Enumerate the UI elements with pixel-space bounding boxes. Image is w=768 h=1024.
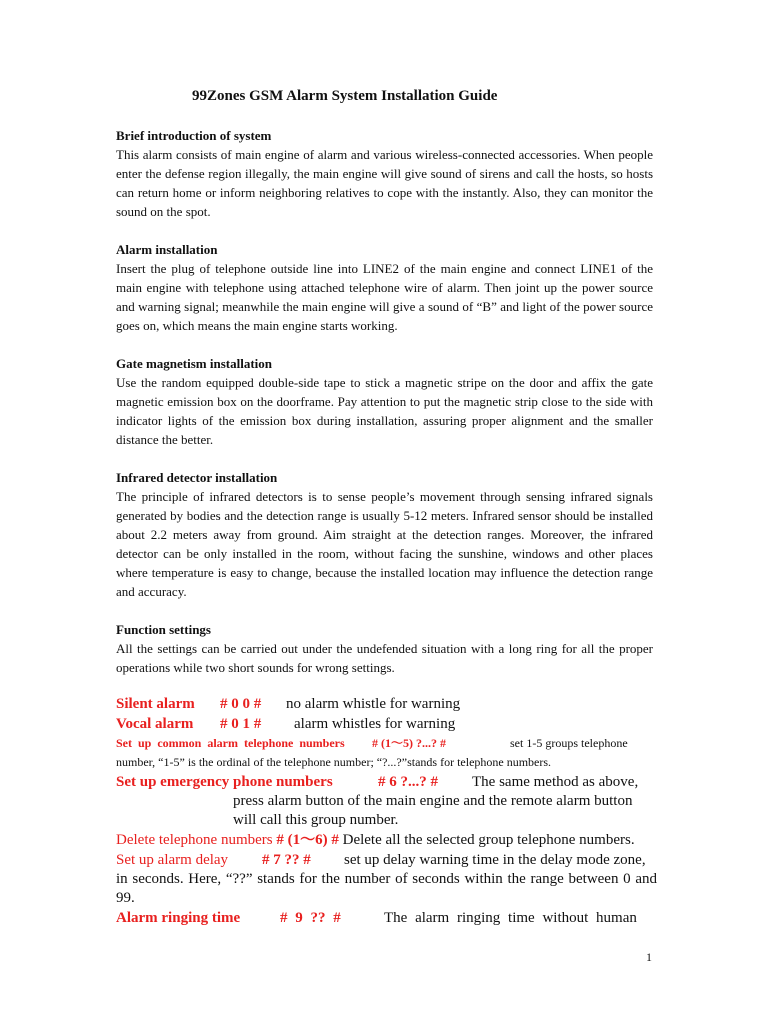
setting-description: set up delay warning time in the delay mode zone, bbox=[344, 852, 646, 868]
section-body: Insert the plug of telephone outside line into LINE2 of the main engine and connect LINE1 of the main engine with telephone using attached telephone wire of alarm. Then joint up the power source and warning signal; meanwhile the main engine will give a sound of “B” and light of the power source goes on, which means the main engine starts working. bbox=[116, 261, 653, 333]
document-title: 99Zones GSM Alarm System Installation Guide bbox=[192, 88, 498, 104]
setting-label: Delete telephone numbers bbox=[116, 832, 273, 848]
section-gate-magnetism bbox=[116, 354, 653, 449]
section-body: All the settings can be carried out under the undefended situation with a long ring for all the proper operations while two short sounds for wrong settings. bbox=[116, 641, 653, 675]
section-heading: Infrared detector installation bbox=[116, 470, 278, 485]
settings-list bbox=[116, 694, 657, 928]
setting-code: # 7 ?? # bbox=[262, 852, 311, 868]
setting-label: Silent alarm bbox=[116, 696, 195, 712]
section-heading: Gate magnetism installation bbox=[116, 356, 272, 371]
setting-code: # 0 0 # bbox=[220, 696, 262, 712]
setting-label: Set up common alarm telephone numbers bbox=[116, 736, 345, 750]
section-heading: Alarm installation bbox=[116, 242, 218, 257]
setting-description-continued: number, “1-5” is the ordinal of the telephone number; “?...?”stands for telephone numbers. bbox=[116, 755, 552, 769]
setting-label: Set up emergency phone numbers bbox=[116, 774, 333, 790]
section-alarm-installation bbox=[116, 240, 653, 335]
setting-ringing-time bbox=[116, 908, 657, 928]
setting-delete-numbers bbox=[116, 830, 657, 850]
setting-vocal-alarm bbox=[116, 714, 657, 734]
setting-silent-alarm bbox=[116, 694, 657, 714]
setting-description: The alarm ringing time without human bbox=[384, 910, 637, 926]
section-brief-introduction bbox=[116, 126, 653, 221]
setting-emergency-numbers bbox=[116, 772, 657, 830]
setting-description: alarm whistles for warning bbox=[294, 716, 456, 732]
setting-label: Set up alarm delay bbox=[116, 852, 229, 868]
setting-code: # (1～6) # bbox=[276, 832, 339, 848]
setting-description-line-2: press alarm button of the main engine and the remote alarm button bbox=[233, 793, 633, 809]
section-function-settings bbox=[116, 620, 653, 677]
section-heading: Brief introduction of system bbox=[116, 128, 272, 143]
setting-description: set 1-5 groups telephone bbox=[510, 736, 628, 750]
setting-alarm-delay bbox=[116, 850, 657, 908]
setting-code: # 9 ?? # bbox=[280, 910, 341, 926]
setting-label: Vocal alarm bbox=[116, 716, 194, 732]
setting-description: no alarm whistle for warning bbox=[286, 696, 461, 712]
section-body: The principle of infrared detectors is to sense people’s movement through sensing infrared signals generated by bodies and the detection range is usually 5-12 meters. Infrared sensor should be installed about 2.2 meters away from ground. Aim straight at the detection ranges. Moreover, the infrared detector can be only installed in the room, without facing the sunshine, windows and other places where temperature is easy to change, because the installed location may influence the detection range and accuracy. bbox=[116, 489, 653, 599]
setting-description-continued: in seconds. Here, “??” stands for the number of seconds within the range between 0 and 99. bbox=[116, 871, 657, 906]
setting-code: # 0 1 # bbox=[220, 716, 262, 732]
section-body: This alarm consists of main engine of alarm and various wireless-connected accessories. When people enter the defense region illegally, the main engine will give sound of sirens and call the hosts, so hosts can return home or inform neighboring relatives to cope with the instantly. Also, they can monitor the sound on the spot. bbox=[116, 147, 653, 219]
section-infrared-detector bbox=[116, 468, 653, 601]
section-heading: Function settings bbox=[116, 622, 211, 637]
setting-description-line-3: will call this group number. bbox=[233, 812, 399, 828]
setting-label: Alarm ringing time bbox=[116, 910, 241, 926]
section-body: Use the random equipped double-side tape to stick a magnetic stripe on the door and affix the gate magnetic emission box on the doorframe. Pay attention to put the magnetic strip close to the side with indicator lights of the emission box during installation, assuring proper alignment and the smaller distance the better. bbox=[116, 375, 653, 447]
setting-code: # 6 ?...? # bbox=[378, 774, 438, 790]
setting-description: Delete all the selected group telephone numbers. bbox=[342, 832, 635, 848]
page-number: 1 bbox=[646, 950, 652, 964]
setting-common-numbers bbox=[116, 734, 657, 772]
setting-code: # (1～5) ?...? # bbox=[372, 736, 446, 750]
setting-description: The same method as above, bbox=[472, 774, 639, 790]
